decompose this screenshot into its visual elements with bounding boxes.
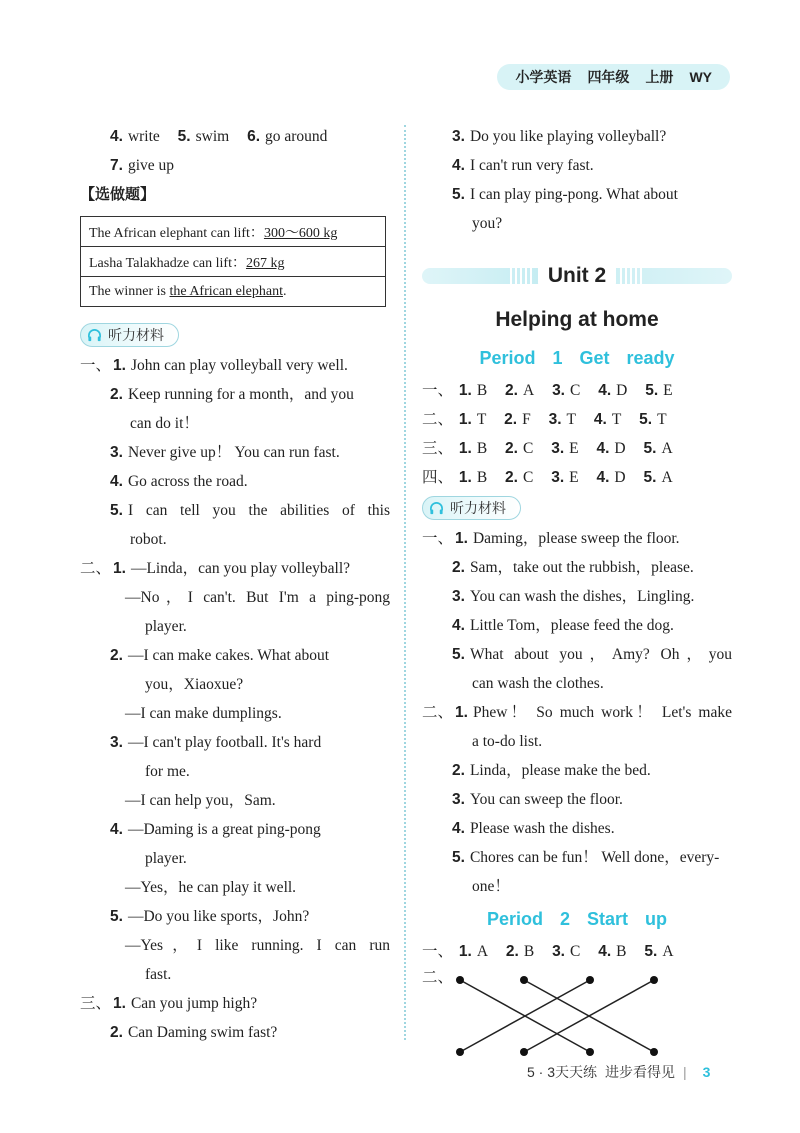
list-item: 一、 1. Daming，please sweep the floor.	[422, 530, 680, 547]
list-item: 3. Do you like playing volleyball?	[452, 128, 667, 145]
list-item: 3. You can wash the dishes，Lingling.	[452, 588, 695, 605]
answer-row: 四、 1. B 2. C 3. E 4. D 5. A	[422, 469, 673, 486]
dialogue-line: 二、 1. —Linda，can you play volleyball?	[80, 560, 351, 577]
match-dot	[586, 976, 594, 984]
left-column	[80, 122, 390, 1047]
unit-banner	[422, 260, 732, 294]
list-item: 4. Go across the road.	[110, 473, 248, 490]
list-item: 4. Little Tom，please feed the dog.	[452, 617, 674, 634]
list-item: 3. You can sweep the floor.	[452, 791, 623, 808]
footer-slogan: 进步看得见	[605, 1064, 676, 1080]
dialogue-line: 5. —Do you like sports，John?	[110, 908, 310, 925]
dialogue-line: —Yes，he can play it well.	[125, 879, 297, 896]
header-tag	[497, 64, 730, 90]
header-grade: 四年级	[587, 69, 630, 85]
list-item: 一、 1. John can play volleyball very well.	[80, 357, 348, 374]
dialogue-line: you，Xiaoxue?	[145, 676, 244, 693]
matching-lines	[422, 966, 732, 1066]
answer-row: 4. write 5. swim 6. go around	[110, 128, 328, 145]
headphones-icon	[87, 328, 102, 343]
list-item: 5. I can play ping-pong. What about	[452, 186, 678, 203]
list-item: 2. Can Daming swim fast?	[110, 1024, 278, 1041]
answer-table	[80, 216, 386, 307]
list-item: 5. What about you，Amy? Oh，you	[452, 646, 732, 663]
list-item: 2. Sam，take out the rubbish，please.	[452, 559, 694, 576]
dialogue-line: 2. —I can make cakes. What about	[110, 647, 330, 664]
footer-separator: |	[683, 1064, 687, 1080]
list-item: 4. I can't run very fast.	[452, 157, 594, 174]
unit-title: Unit 2	[538, 264, 616, 287]
period-title: Period 1 Get ready	[479, 348, 675, 368]
list-item: 2. Linda，please make the bed.	[452, 762, 651, 779]
dialogue-line: 3. —I can't play football. It's hard	[110, 734, 322, 751]
table-row: The African elephant can lift：300～600 kg	[81, 217, 386, 247]
list-item: 2. Keep running for a month，and you	[110, 386, 354, 403]
header-subject: 小学英语	[515, 69, 572, 85]
match-dot	[586, 1048, 594, 1056]
dialogue-line: —Yes，I like running. I can run	[125, 937, 390, 954]
header-edition: WY	[689, 69, 712, 85]
list-item-cont: one！	[472, 878, 510, 895]
match-dot	[650, 1048, 658, 1056]
listening-material-badge: 听力材料	[80, 323, 179, 347]
match-dot	[520, 1048, 528, 1056]
list-item-cont: can do it！	[130, 415, 199, 432]
dialogue-line: —No，I can't. But I'm a ping-pong	[125, 589, 390, 606]
table-row: Lasha Talakhadze can lift：267 kg	[81, 247, 386, 277]
list-item-cont: robot.	[130, 531, 167, 548]
dialogue-line: fast.	[145, 966, 172, 983]
list-item: 二、 1. Phew！ So much work！ Let's make	[422, 704, 732, 721]
right-column	[422, 122, 732, 1066]
headphones-icon	[429, 501, 444, 516]
answer-row: 一、 1. B 2. A 3. C 4. D 5. E	[422, 382, 673, 399]
list-item-cont: can wash the clothes.	[472, 675, 604, 692]
dialogue-line: —I can help you，Sam.	[125, 792, 276, 809]
dialogue-line: —I can make dumplings.	[125, 705, 282, 722]
list-item: 三、 1. Can you jump high?	[80, 995, 258, 1012]
match-dot	[456, 976, 464, 984]
answer-row: 三、 1. B 2. C 3. E 4. D 5. A	[422, 440, 673, 457]
header-volume: 上册	[645, 69, 674, 85]
optional-section-title: 【选做题】	[80, 186, 156, 203]
footer-brand: 5 · 3天天练	[527, 1064, 598, 1080]
answer-row: 一、 1. A 2. B 3. C 4. B 5. A	[422, 943, 674, 960]
match-dot	[520, 976, 528, 984]
list-item: 3. Never give up！ You can run fast.	[110, 444, 340, 461]
lesson-title: Helping at home	[495, 308, 659, 331]
answer-row: 7. give up	[110, 157, 174, 174]
footer	[527, 1062, 710, 1082]
answer-row: 二、 1. T 2. F 3. T 4. T 5. T	[422, 411, 667, 428]
list-item-cont: you?	[472, 215, 503, 232]
dialogue-line: 4. —Daming is a great ping-pong	[110, 821, 321, 838]
list-item: 5. Chores can be fun！ Well done，every-	[452, 849, 720, 866]
table-row: The winner is the African elephant.	[81, 277, 386, 307]
page-number: 3	[702, 1064, 711, 1080]
list-item: 4. Please wash the dishes.	[452, 820, 615, 837]
match-dot	[456, 1048, 464, 1056]
column-divider	[404, 125, 406, 1040]
matching-diagram: 二、	[422, 966, 732, 1066]
listening-material-badge: 听力材料	[422, 496, 521, 520]
match-dot	[650, 976, 658, 984]
list-item: 5. I can tell you the abilities of this	[110, 502, 390, 519]
period-title: Period 2 Start up	[486, 909, 668, 929]
dialogue-line: player.	[145, 850, 187, 867]
dialogue-line: player.	[145, 618, 187, 635]
list-item-cont: a to-do list.	[472, 733, 543, 750]
dialogue-line: for me.	[145, 763, 190, 780]
